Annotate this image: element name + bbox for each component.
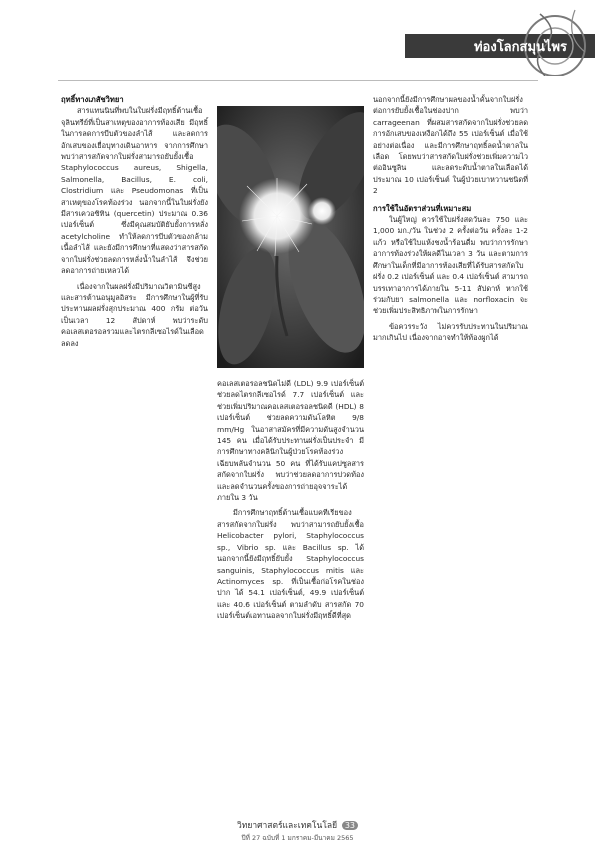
paragraph: นอกจากนี้ยังมีการศึกษาผลของน้ำคั้นจากใบฝรั่งต่อการยับยั้งเชื้อในช่องปาก พบว่า carrageenan ที่ผสมสารสกัดจากใบฝรั่งช่วยลดการอักเสบของเหงือกได้ถึง 55 เปอร์เซ็นต์ เมื่อใช้อย่างต่อเนื่อง และมีการศึกษาฤทธิ์ลดน้ำตาลในเลือด โดยพบว่าสารสกัดใบฝรั่งช่วยเพิ่มความไวต่ออินซูลิน และลดระดับน้ำตาลในเลือดได้ประมาณ 10 เปอร์เซ็นต์ ในผู้ป่วยเบาหวานชนิดที่ 2 xyxy=(373,95,528,196)
paragraph: ข้อควรระวัง ไม่ควรรับประทานในปริมาณมากเกินไป เนื่องจากอาจทำให้ท้องผูกได้ xyxy=(373,321,528,343)
journal-title: วิทยาศาสตร์และเทคโนโลยี xyxy=(236,821,338,831)
column-1 xyxy=(61,94,208,349)
guava-flower-photo xyxy=(217,106,364,368)
issue-info: ปีที่ 27 ฉบับที่ 1 มกราคม-มีนาคม 2565 xyxy=(241,834,354,842)
journal-line xyxy=(0,818,595,832)
header-divider xyxy=(58,80,538,81)
paragraph: สารแทนนินที่พบในใบฝรั่งมีฤทธิ์ต้านเชื้อจุลินทรีย์ที่เป็นสาเหตุของอาการท้องเสีย มีฤทธิ์ในการลดการบีบตัวของลำไส้ และลดการอักเสบของเยื่อบุทางเดินอาหาร จากการศึกษาพบว่าสารสกัดจากใบฝรั่งสามารถยับยั้งเชื้อ Staphylococcus aureus, Shigella, Salmonella, Bacillus, E. coli, Clostridium และ Pseudomonas ที่เป็นสาเหตุของโรคท้องร่วง นอกจากนี้ในใบฝรั่งยังมีสารเควอซิทิน (quercetin) ประมาณ 0.36 เปอร์เซ็นต์ ซึ่งมีคุณสมบัติยับยั้งการหลั่ง acetylcholine ทำให้ลดการบีบตัวของกล้ามเนื้อลำไส้ และยังมีการศึกษาที่แสดงว่าสารสกัดจากใบฝรั่งช่วยลดการหลั่งน้ำในลำไส้ จึงช่วยลดอาการถ่ายเหลวได้ xyxy=(61,106,208,276)
section-tab xyxy=(405,34,595,58)
section-title: ท่องโลกสมุนไพร xyxy=(473,39,567,55)
column-3 xyxy=(373,94,528,344)
paragraph: คอเลสเตอรอลชนิดไม่ดี (LDL) 9.9 เปอร์เซ็นต์ ช่วยลดไตรกลีเซอไรด์ 7.7 เปอร์เซ็นต์ และช่วยเพิ่มปริมาณคอเลสเตอรอลชนิดดี (HDL) 8 เปอร์เซ็นต์ ช่วยลดความดันโลหิต 9/8 mm/Hg ในอาสาสมัครที่มีความดันสูงจำนวน 145 คน เมื่อได้รับประทานฝรั่งเป็นประจำ มีการศึกษาทางคลินิกในผู้ป่วยโรคท้องร่วงเฉียบพลันจำนวน 50 คน ที่ได้รับแคปซูลสารสกัดจากใบฝรั่ง พบว่าช่วยลดอาการปวดท้อง และลดจำนวนครั้งของการถ่ายอุจจาระได้ภายใน 3 วัน xyxy=(217,379,364,503)
column-2 xyxy=(217,378,364,622)
page-footer xyxy=(0,818,595,843)
paragraph: มีการศึกษาฤทธิ์ต้านเชื้อแบคทีเรียของสารสกัดจากใบฝรั่ง พบว่าสามารถยับยั้งเชื้อ Helicobacter pylori, Staphylococcus sp., Vibrio sp. และ Bacillus sp. ได้ นอกจากนี้ยังมีฤทธิ์ยับยั้ง Staphylococcus sanguinis, Staphylococcus mitis และ Actinomyces sp. ที่เป็นเชื้อก่อโรคในช่องปาก ได้ 54.1 เปอร์เซ็นต์, 49.9 เปอร์เซ็นต์ และ 40.6 เปอร์เซ็นต์ ตามลำดับ สารสกัด 70 เปอร์เซ็นต์เอทานอลจากใบฝรั่งมีฤทธิ์ดีที่สุด xyxy=(217,508,364,621)
paragraph: ในผู้ใหญ่ ควรใช้ใบฝรั่งสดวันละ 750 และ 1,000 มก./วัน ในช่วง 2 ครั้งต่อวัน ครั้งละ 1-2 แก้ว หรือใช้ใบแห้งชงน้ำร้อนดื่ม พบว่าการรักษาอาการท้องร่วงให้ผลดีในเวลา 3 วัน และตามการศึกษาในเด็กที่มีอาการท้องเสียที่ได้รับสารสกัดใบฝรั่ง 0.2 เปอร์เซ็นต์ และ 0.4 เปอร์เซ็นต์ สามารถบรรเทาอาการได้ภายใน 5-11 สัปดาห์ หากใช้ร่วมกับยา salmonella และ norfloxacin จะช่วยเพิ่มประสิทธิภาพในการรักษา xyxy=(373,215,528,316)
page-number: 33 xyxy=(342,821,358,830)
section-heading: ฤทธิ์ทางเภสัชวิทยา xyxy=(61,95,124,104)
paragraph: เนื่องจากในผลฝรั่งมีปริมาณวิตามินซีสูง และสารต้านอนุมูลอิสระ มีการศึกษาในผู้ที่รับประทานผลฝรั่งสุกประมาณ 400 กรัม ต่อวัน เป็นเวลา 12 สัปดาห์ พบว่าระดับคอเลสเตอรอลรวมและไตรกลีเซอไรด์ในเลือดลดลง xyxy=(61,281,208,348)
flower-image xyxy=(217,106,364,368)
subheading: การใช้ในอัตราส่วนที่เหมาะสม xyxy=(373,203,472,213)
